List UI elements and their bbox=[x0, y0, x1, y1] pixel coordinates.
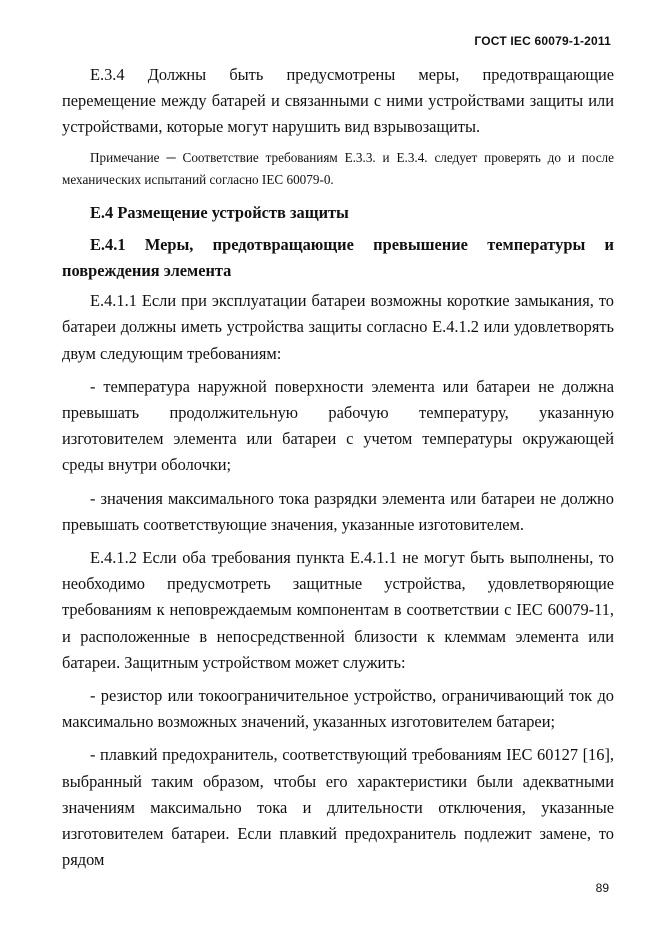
section-heading-e4: Е.4 Размещение устройств защиты bbox=[90, 202, 349, 222]
document-body bbox=[62, 62, 614, 873]
paragraph-e34: Е.3.4 Должны быть предусмотрены меры, предотвращающие перемещение между батарей и связанными с ними устройствами защиты или устройствами, которые могут нарушить вид взрывозащиты. bbox=[62, 65, 614, 137]
paragraph-e411: Е.4.1.1 Если при эксплуатации батареи возможны короткие замыкания, то батареи должны иметь устройства защиты согласно Е.4.1.2 или удовлетворять двум следующим требованиям: bbox=[62, 291, 614, 363]
note-paragraph: Примечание ─ Соответствие требованиям Е.3.3. и Е.3.4. следует проверять до и после механических испытаний согласно IEC 60079-0. bbox=[62, 149, 614, 187]
paragraph-e412: Е.4.1.2 Если оба требования пункта Е.4.1.1 не могут быть выполнены, то необходимо предусмотреть защитные устройства, удовлетворяющие требованиям к неповреждаемым компонентам в соответствии с IEC 60079-11, и расположенные в непосредственной близости к клеммам элемента или батареи. Защитным устройством может служить: bbox=[62, 548, 614, 672]
page-number: 89 bbox=[595, 881, 609, 895]
list-item-current: - значения максимального тока разрядки элемента или батареи не должно превышать соответствующие значения, указанные изготовителем. bbox=[62, 488, 614, 534]
list-item-temperature: - температура наружной поверхности элемента или батареи не должна превышать продолжительную рабочую температуру, указанную изготовителем элемента или батареи с учетом температуры окружающей среды внутри оболочки; bbox=[62, 376, 614, 475]
list-item-fuse: - плавкий предохранитель, соответствующий требованиям IEC 60127 [16], выбранный таким образом, чтобы его характеристики были адекватными значениям максимально тока и длительности отключения, указанные изготовителем батареи. Если плавкий предохранитель подлежит замене, то рядом bbox=[62, 745, 614, 870]
standard-header: ГОСТ IEC 60079-1-2011 bbox=[474, 34, 611, 48]
list-item-resistor: - резистор или токоограничительное устройство, ограничивающий ток до максимально возможных значений, указанных изготовителем батареи; bbox=[62, 686, 614, 732]
subsection-heading-e41: Е.4.1 Меры, предотвращающие превышение температуры и повреждения элемента bbox=[62, 234, 614, 281]
